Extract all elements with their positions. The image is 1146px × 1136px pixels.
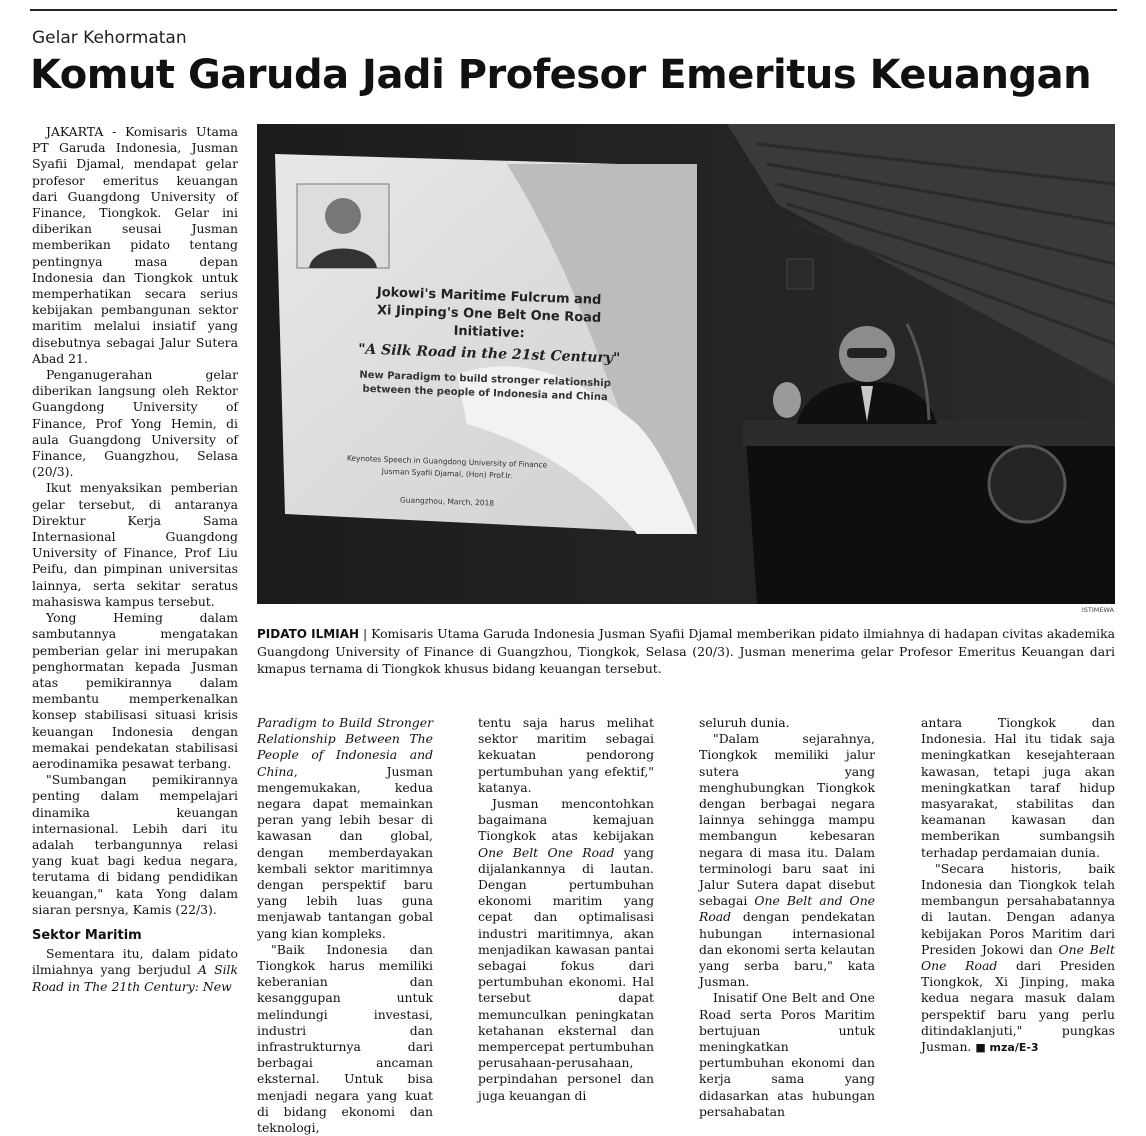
paragraph: antara Tiongkok dan Indonesia. Hal itu tidak saja meningkatkan kesejahteraan kawasan, tetapi juga akan meningkatkan taraf hidup masyarakat, stabilitas dan keamanan kawasan dan memberikan sumbangsih terhadap perdamaian dunia. — [921, 715, 1115, 860]
italic-term: One Belt One Road — [478, 844, 615, 860]
slide-footer-3: Guangzhou, March, 2018 — [399, 495, 495, 508]
paragraph — [32, 946, 238, 995]
paragraph — [257, 715, 433, 942]
text-run: yang dijalankannya di lautan. Dengan pertumbuhan ekonomi maritim yang cepat dan optimalisasi industri maritimnya, akan menjadikan kawasan pantai sebagai fokus dari pertumbuhan ekonomi. Hal tersebut dapat memunculkan peningkatan ketahanan eksternal dan mempercepat pertumbuhan perusahaan-perusahaan, perpindahan personel dan juga keuangan di — [478, 844, 654, 1103]
paragraph: JAKARTA - Komisaris Utama PT Garuda Indonesia, Jusman Syafii Djamal, mendapat gelar profesor emeritus keuangan dari Guangdong University of Finance, Tiongkok. Gelar ini diberikan seusai Jusman memberikan pidato tentang pentingnya masa depan Indonesia dan Tiongkok untuk memperhatikan secara serius kebijakan pembangunan sektor maritim melalui insiatif yang disebutnya sebagai Jalur Sutera Abad 21. — [32, 124, 238, 366]
text-run: "Secara historis, baik Indonesia dan Tiongkok telah membangun persahabatannya di lautan. Dengan adanya kebijakan Poros Maritim dari Presiden Jokowi dan — [921, 860, 1115, 957]
author-signature: ■ mza/E-3 — [975, 1041, 1039, 1055]
article-column-4 — [699, 715, 875, 1120]
subheading: Sektor Maritim — [32, 927, 142, 943]
paragraph: Yong Heming dalam sambutannya mengatakan pemberian gelar ini merupakan penghormatan kepada Jusman atas pemikirannya dalam membantu memperkenalkan konsep stabilisasi situasi krisis keuangan Indonesia dengan memakai pendekatan stabilisasi aerodinamika pesawat terbang. — [32, 610, 238, 771]
caption-label: PIDATO ILMIAH — [257, 627, 360, 641]
caption-separator: | — [359, 626, 372, 641]
text-run: "Dalam sejarahnya, Tiongkok memiliki jalur sutera yang menghubungkan Tiongkok dengan berbagai negara lainnya sehingga mampu membangun kebesaran negara di masa itu. Dalam terminologi baru saat ini Jalur Sutera dapat disebut sebagai — [699, 731, 875, 909]
photo — [257, 124, 1115, 604]
text-run: dari Presiden Tiongkok, Xi Jinping, maka kedua negara masuk dalam perspektif baru yang perlu ditindaklanjuti," pungkas Jusman. — [921, 958, 1115, 1055]
italic-term: One Belt One Road — [921, 941, 1115, 974]
text-run: Sementara itu, dalam pidato ilmiahnya yang berjudul — [32, 946, 238, 978]
paragraph — [699, 731, 875, 990]
text-run: , Jusman mengemukakan, kedua negara dapat memainkan peran yang lebih besar di kawasan dan global, dengan memberdayakan kembali sektor maritimnya dengan perspektif baru yang lebih luas guna menjawab tantangan gobal yang kian kompleks. — [257, 763, 433, 941]
paragraph: "Sumbangan pemikirannya penting dalam mempelajari dinamika keuangan internasional. Lebih dari itu adalah terbangunnya relasi yang kuat bagi kedua negara, terutama di bidang pendidikan keuangan," kata Yong dalam siaran persnya, Kamis (22/3). — [32, 772, 238, 917]
article-column-5 — [921, 715, 1115, 1056]
slide-title-3: Initiative: — [453, 323, 525, 342]
kicker: Gelar Kehormatan — [32, 28, 187, 48]
slide-subtitle: "A Silk Road in the 21st Century" — [357, 341, 621, 367]
italic-title: Paradigm to Build Stronger Relationship Between The People of Indonesia and China — [257, 715, 433, 779]
paragraph — [478, 796, 654, 1104]
paragraph: Inisatif One Belt and One Road serta Poros Maritim bertujuan untuk meningkatkan pertumbuhan ekonomi dan kerja sama yang didasarkan atas hubungan persahabatan — [699, 990, 875, 1119]
paragraph: Ikut menyaksikan pemberian gelar tersebut, di antaranya Direktur Kerja Sama Internasional Guangdong University of Finance, Prof Liu Peifu, dan pimpinan universitas lainnya, serta sekitar seratus mahasiswa kampus tersebut. — [32, 480, 238, 609]
slide-title-1: Jokowi's Maritime Fulcrum and — [376, 285, 602, 308]
text-run: Jusman mencontohkan bagaimana kemajuan Tiongkok atas kebijakan — [478, 796, 654, 844]
article-column-1 — [32, 124, 238, 995]
lecture-photo — [257, 124, 1115, 604]
slide-paradigm-1: New Paradigm to build stronger relationship — [359, 369, 612, 390]
headline: Komut Garuda Jadi Profesor Emeritus Keuangan — [30, 52, 1092, 98]
paragraph: tentu saja harus melihat sektor maritim sebagai kekuatan pendorong pertumbuhan yang efektif," katanya. — [478, 715, 654, 795]
slide-footer-1: Keynotes Speech in Guangdong University of Finance — [346, 453, 548, 470]
article-column-2 — [257, 715, 433, 1136]
text-run: dengan pendekatan hubungan internasional dan ekonomi serta kelautan yang serba baru," kata Jusman. — [699, 909, 875, 990]
slide-paradigm-2: between the people of Indonesia and China — [362, 383, 608, 404]
paragraph: "Baik Indonesia dan Tiongkok harus memiliki keberanian dan kesanggupan untuk melindungi investasi, industri dan infrastrukturnya dari berbagai ancaman eksternal. Untuk bisa menjadi negara yang kuat di bidang ekonomi dan teknologi, — [257, 941, 433, 1136]
photo-credit: ISTIMEWA — [1081, 606, 1114, 614]
slide-footer-2: Jusman Syafii Djamal, (Hon) Prof.Ir. — [381, 466, 513, 481]
article-column-3 — [478, 715, 654, 1104]
top-rule — [30, 9, 1117, 11]
caption-text: Komisaris Utama Garuda Indonesia Jusman Syafii Djamal memberikan pidato ilmiahnya di hadapan civitas akademika Guangdong University of Finance di Guangzhou, Tiongkok, Selasa (20/3). Jusman menerima gelar Profesor Emeritus Keuangan dari kmapus ternama di Tiongkok khusus bidang keuangan tersebut. — [257, 626, 1115, 676]
photo-caption — [257, 625, 1115, 677]
paragraph — [921, 861, 1115, 1056]
slide-title-2: Xi Jinping's One Belt One Road — [376, 303, 602, 326]
paragraph: Penganugerahan gelar diberikan langsung oleh Rektor Guangdong University of Finance, Prof Yong Hemin, di aula Guangdong University of Finance, Guangzhou, Selasa (20/3). — [32, 367, 238, 480]
paragraph: seluruh dunia. — [699, 715, 790, 730]
italic-title: A Silk Road in The 21th Century: New — [32, 962, 238, 994]
italic-term: One Belt and One Road — [699, 893, 876, 925]
